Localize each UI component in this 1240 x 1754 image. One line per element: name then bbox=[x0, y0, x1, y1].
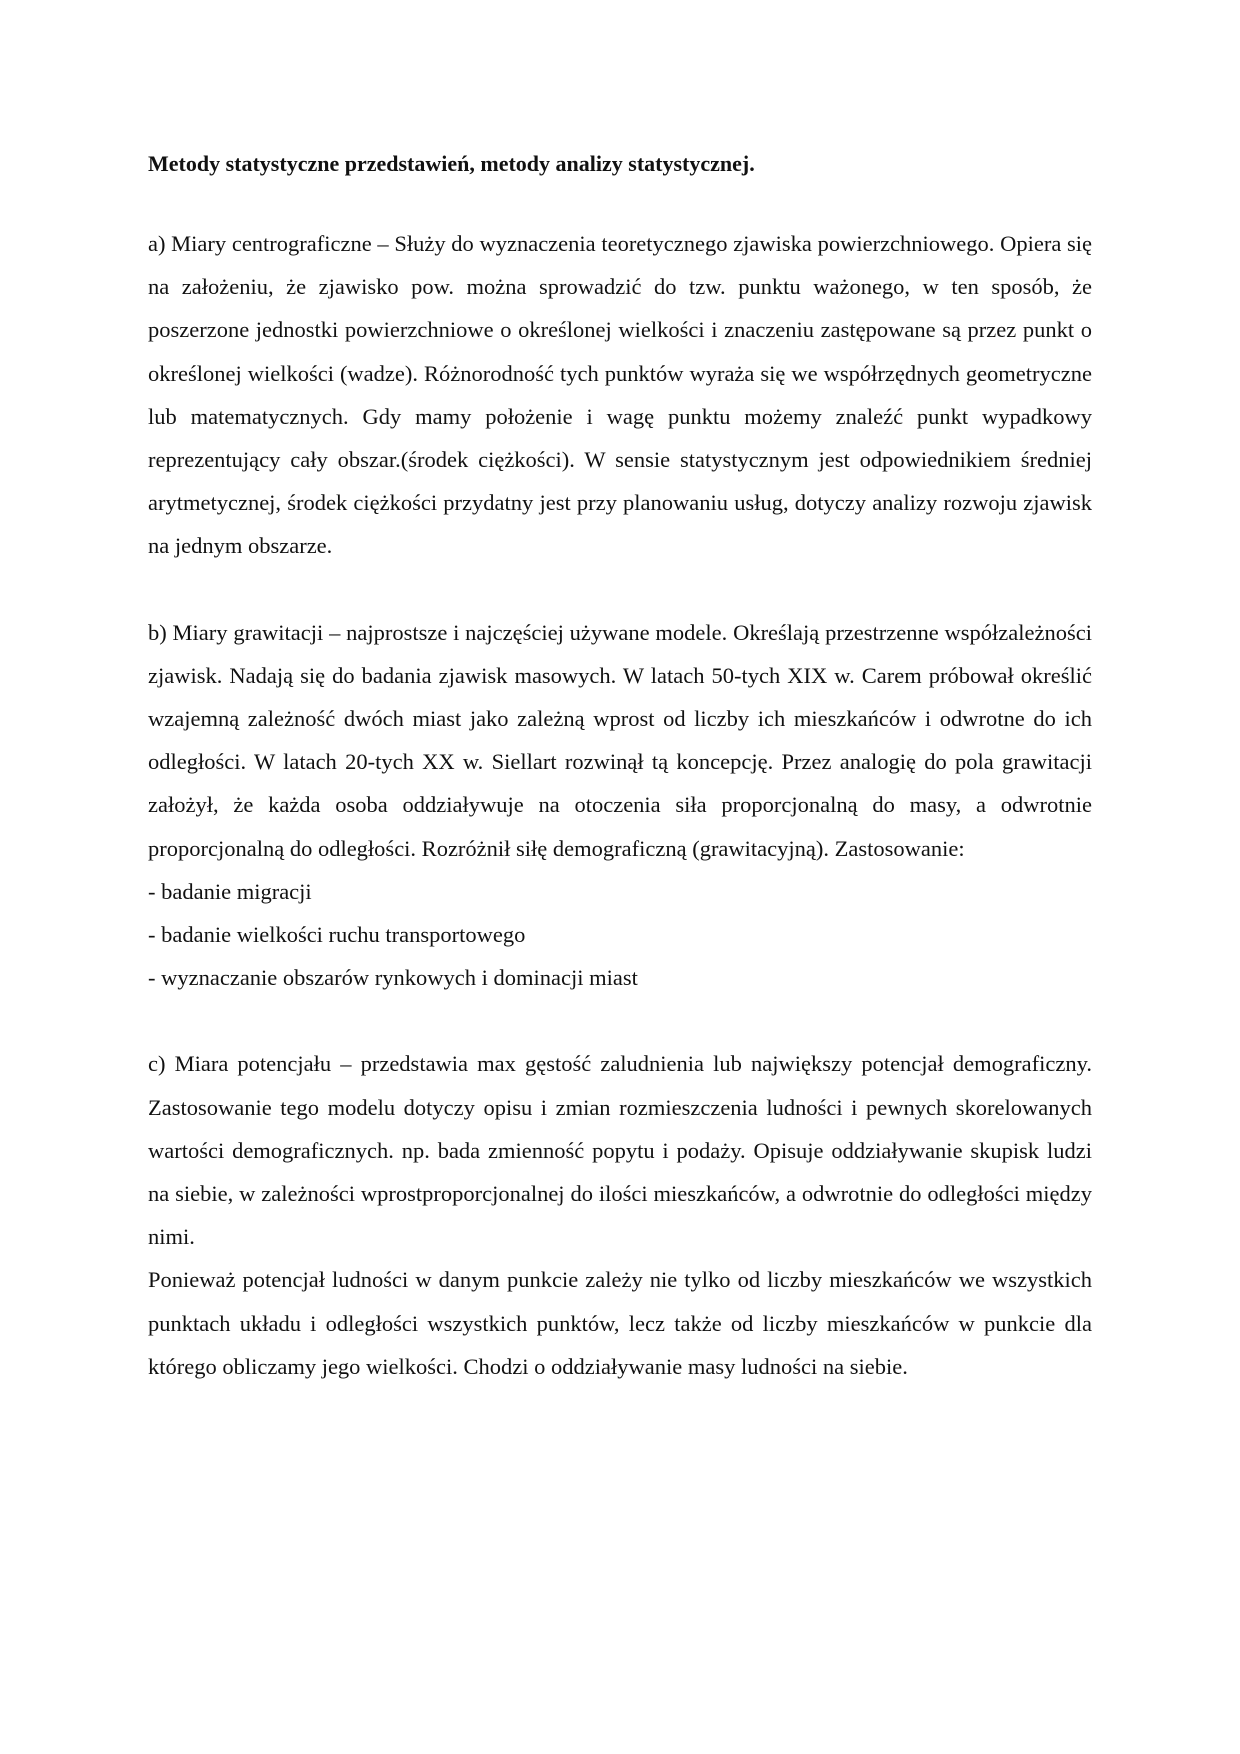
document-page bbox=[148, 150, 1092, 1431]
list-item: - badanie migracji bbox=[148, 878, 312, 904]
list-item: - badanie wielkości ruchu transportowego bbox=[148, 922, 526, 948]
section-a bbox=[148, 222, 1092, 568]
document-title: Metody statystyczne przedstawień, metody analizy statystycznej. bbox=[148, 151, 755, 176]
section-c-paragraph-2: Ponieważ potencjał ludności w danym punkcie zależy nie tylko od liczby mieszkańców we wszystkich punktach układu i odległości wszystkich punktów, lecz także od liczby mieszkańców w punkcie dla którego obliczamy jego wielkości. Chodzi o oddziaływanie masy ludności na siebie. bbox=[148, 1267, 1092, 1379]
section-b-paragraph: b) Miary grawitacji – najprostsze i najczęściej używane modele. Określają przestrzenne współzależności zjawisk. Nadają się do badania zjawisk masowych. W latach 50-tych XIX w. Carem próbował określić wzajemną zależność dwóch miast jako zależną wprost od liczby ich mieszkańców i odwrotne do ich odległości. W latach 20-tych XX w. Siellart rozwinął tą koncepcję. Przez analogię do pola grawitacji założył, że każda osoba oddziaływuje na otoczenia siła proporcjonalną do masy, a odwrotnie proporcjonalną do odległości. Rozróżnił siłę demograficzną (grawitacyjną). Zastosowanie: bbox=[148, 619, 1092, 861]
section-a-paragraph: a) Miary centrograficzne – Służy do wyznaczenia teoretycznego zjawiska powierzchniowego. Opiera się na założeniu, że zjawisko pow. można sprowadzić do tzw. punktu ważonego, w ten sposób, że poszerzone jednostki powierzchniowe o określonej wielkości i znaczeniu zastępowane są przez punkt o określonej wielkości (wadze). Różnorodność tych punktów wyraża się we współrzędnych geometryczne lub matematycznych. Gdy mamy położenie i wagę punktu możemy znaleźć punkt wypadkowy reprezentujący cały obszar.(środek ciężkości). W sensie statystycznym jest odpowiednikiem średniej arytmetycznej, środek ciężkości przydatny jest przy planowaniu usług, dotyczy analizy rozwoju zjawisk na jednym obszarze. bbox=[148, 231, 1092, 559]
list-item: - wyznaczanie obszarów rynkowych i dominacji miast bbox=[148, 965, 638, 991]
section-c bbox=[148, 1042, 1092, 1388]
section-c-paragraph-1: c) Miara potencjału – przedstawia max gęstość zaludnienia lub największy potencjał demograficzny. Zastosowanie tego modelu dotyczy opisu i zmian rozmieszczenia ludności i pewnych skorelowanych wartości demograficznych. np. bada zmienność popytu i podaży. Opisuje oddziaływanie skupisk ludzi na siebie, w zależności wprostproporcjonalnej do ilości mieszkańców, a odwrotnie do odległości między nimi. bbox=[148, 1051, 1092, 1250]
section-b bbox=[148, 611, 1092, 1000]
